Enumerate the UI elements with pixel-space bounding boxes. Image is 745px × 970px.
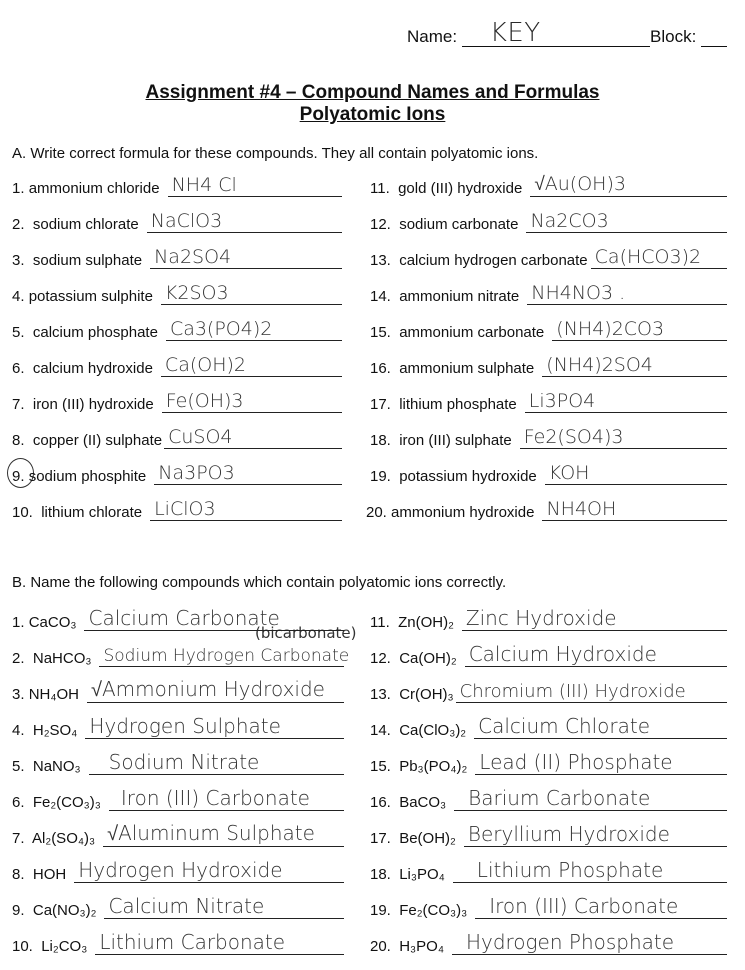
section-b-item	[12, 786, 344, 811]
item-text: NaNO₃	[32, 758, 81, 775]
handwritten-answer: Hydrogen Hydroxide	[78, 858, 283, 882]
item-text: Al₂(SO₄)₃	[32, 830, 96, 847]
item-text: 20.	[370, 938, 391, 955]
item-label	[12, 614, 76, 631]
answer-field[interactable]	[150, 500, 342, 521]
section-a-item	[370, 464, 727, 485]
handwritten-answer: Iron (III) Carbonate	[489, 894, 679, 918]
section-a-item	[370, 212, 727, 233]
handwritten-answer: Li3PO4	[528, 390, 596, 412]
handwritten-answer: Ca3(PO4)2	[169, 318, 273, 340]
item-text: 9.	[12, 468, 25, 485]
item-label	[370, 866, 445, 883]
item-text: sodium chlorate	[32, 216, 139, 233]
item-label	[12, 216, 139, 233]
section-b-item	[12, 606, 344, 631]
item-text: ammonium carbonate	[399, 324, 545, 341]
item-text: CaCO₃	[28, 614, 77, 631]
answer-field[interactable]	[103, 821, 344, 847]
section-a-item	[370, 248, 727, 269]
item-label	[12, 686, 79, 703]
item-label	[370, 830, 456, 847]
item-text: H₂SO₄	[32, 722, 78, 739]
item-text: copper (II) sulphate	[32, 432, 163, 449]
item-text: Ca(OH)₂	[399, 650, 457, 667]
section-b-item	[370, 858, 727, 883]
item-label	[370, 758, 467, 775]
item-text: Ca(ClO₃)₂	[399, 722, 467, 739]
item-text: ammonium chloride	[28, 180, 160, 197]
handwritten-answer: CuSO4	[168, 426, 233, 448]
item-text: 11.	[370, 614, 390, 631]
item-text: 16.	[370, 794, 391, 811]
item-label	[12, 866, 66, 883]
section-b-item	[12, 821, 344, 847]
handwritten-answer: NH4 Cl	[171, 174, 237, 196]
section-a-item	[12, 320, 342, 341]
item-text: sodium carbonate	[399, 216, 519, 233]
answer-field[interactable]	[95, 930, 344, 955]
item-label	[12, 830, 95, 847]
name-field[interactable]	[407, 18, 650, 48]
item-text: 4.	[12, 288, 25, 305]
handwritten-answer: KOH	[548, 462, 590, 484]
section-a-item	[12, 284, 342, 305]
answer-field[interactable]	[164, 428, 342, 449]
item-text: lithium phosphate	[399, 396, 517, 413]
section-b-item	[12, 677, 344, 703]
section-a-item	[370, 392, 727, 413]
item-label	[12, 432, 162, 449]
item-label	[12, 650, 91, 667]
item-text: Zn(OH)₂	[398, 614, 454, 631]
item-text: sodium sulphate	[32, 252, 143, 269]
item-text: 10.	[12, 504, 33, 521]
item-label	[12, 324, 158, 341]
item-text: 17.	[370, 830, 391, 847]
section-a-item	[370, 173, 727, 197]
item-text: calcium hydroxide	[32, 360, 153, 377]
item-text: 2.	[12, 650, 25, 667]
answer-field[interactable]	[542, 500, 727, 521]
block-field[interactable]	[650, 24, 727, 47]
item-text: 6.	[12, 794, 25, 811]
section-a-item	[12, 428, 342, 449]
answer-field[interactable]	[520, 428, 727, 449]
section-b-item	[12, 750, 344, 775]
item-label	[12, 758, 81, 775]
item-text: 3.	[12, 252, 25, 269]
item-text: 19.	[370, 468, 391, 485]
item-label	[370, 252, 588, 269]
item-text: potassium hydroxide	[399, 468, 537, 485]
handwritten-answer: LiClO3	[154, 498, 216, 520]
item-text: ammonium hydroxide	[391, 504, 535, 521]
item-text: BaCO₃	[399, 794, 447, 811]
section-a-item	[370, 320, 727, 341]
item-text: 14.	[370, 722, 391, 739]
item-text: potassium sulphite	[28, 288, 153, 305]
section-b-item	[370, 894, 727, 919]
handwritten-answer: Ca(HCO3)2	[594, 246, 702, 268]
section-b-item	[370, 682, 727, 703]
item-label	[366, 504, 534, 521]
section-b-instruction: B. Name the following compounds which contain polyatomic ions correctly.	[12, 574, 507, 591]
handwritten-answer: Sodium Hydrogen Carbonate	[103, 646, 350, 666]
item-label	[370, 180, 522, 197]
item-text: 15.	[370, 758, 391, 775]
section-a-item	[12, 392, 342, 413]
item-label	[370, 396, 517, 413]
answer-field[interactable]	[526, 212, 727, 233]
item-text: iron (III) sulphate	[399, 432, 512, 449]
block-input[interactable]	[701, 24, 727, 47]
item-text: 8.	[12, 432, 25, 449]
handwritten-answer: Fe(OH)3	[165, 390, 244, 412]
item-label	[12, 794, 101, 811]
item-text: ammonium nitrate	[399, 288, 520, 305]
handwritten-answer: Calcium Carbonate	[88, 606, 280, 630]
answer-field[interactable]	[474, 714, 727, 739]
handwritten-answer: K2SO3	[164, 282, 229, 304]
item-label	[370, 468, 537, 485]
item-label	[370, 288, 519, 305]
answer-field[interactable]	[104, 894, 344, 919]
answer-field[interactable]	[453, 858, 727, 883]
answer-field[interactable]	[84, 606, 344, 631]
section-b-item	[370, 714, 727, 739]
item-text: iron (III) hydroxide	[32, 396, 154, 413]
item-label	[370, 902, 467, 919]
section-b-item	[370, 642, 727, 667]
handwritten-answer: NaClO3	[150, 210, 223, 232]
answer-field[interactable]	[530, 173, 727, 197]
answer-field[interactable]	[454, 786, 727, 811]
answer-field[interactable]	[161, 284, 342, 305]
item-text: 7.	[12, 396, 25, 413]
handwritten-answer: √Au(OH)3	[534, 173, 626, 195]
item-label	[370, 686, 454, 703]
handwritten-answer: Lead (II) Phosphate	[479, 750, 673, 774]
item-text: 5.	[12, 324, 25, 341]
answer-field[interactable]	[74, 858, 344, 883]
item-text: Cr(OH)₃	[399, 686, 454, 703]
answer-field[interactable]	[162, 392, 342, 413]
answer-field[interactable]	[542, 356, 727, 377]
name-value: KEY	[489, 18, 541, 48]
item-text: 12.	[370, 216, 391, 233]
section-a-item	[12, 464, 342, 485]
handwritten-answer: Calcium Chlorate	[478, 714, 651, 738]
section-a-item	[12, 176, 342, 197]
item-text: ammonium sulphate	[399, 360, 535, 377]
section-a-instruction: A. Write correct formula for these compounds. They all contain polyatomic ions.	[12, 145, 539, 162]
handwritten-answer: (NH4)2SO4	[546, 354, 653, 376]
item-text: 15.	[370, 324, 391, 341]
page-subtitle: Polyatomic Ions	[299, 104, 446, 125]
item-text: calcium phosphate	[32, 324, 158, 341]
handwritten-answer: Lithium Phosphate	[476, 858, 664, 882]
handwritten-answer: NH4OH	[546, 498, 617, 520]
item-text: calcium hydrogen carbonate	[399, 252, 588, 269]
handwritten-answer: Chromium (III) Hydroxide	[459, 681, 686, 702]
item-text: 16.	[370, 360, 391, 377]
block-label: Block:	[650, 27, 697, 46]
answer-field[interactable]	[475, 750, 727, 775]
item-text: gold (III) hydroxide	[398, 180, 523, 197]
answer-field[interactable]	[591, 248, 727, 269]
item-label	[12, 902, 96, 919]
item-label	[12, 504, 142, 521]
item-text: 1.	[12, 614, 25, 631]
answer-field[interactable]	[456, 682, 727, 703]
item-label	[12, 252, 142, 269]
answer-field[interactable]	[87, 677, 344, 703]
handwritten-answer: Beryllium Hydroxide	[467, 822, 670, 846]
item-label	[370, 324, 544, 341]
item-text: 19.	[370, 902, 391, 919]
answer-field[interactable]	[161, 356, 342, 377]
item-text: 4.	[12, 722, 25, 739]
section-a-item	[370, 428, 727, 449]
section-a-item	[12, 248, 342, 269]
answer-field[interactable]	[462, 606, 727, 631]
answer-field[interactable]	[99, 646, 350, 667]
section-b-item	[370, 750, 727, 775]
item-label	[12, 722, 77, 739]
section-b-item	[12, 858, 344, 883]
handwritten-answer: Fe2(SO4)3	[523, 426, 624, 448]
item-text: Fe₂(CO₃)₃	[399, 902, 468, 919]
answer-field[interactable]	[464, 822, 727, 847]
answer-field[interactable]	[545, 464, 727, 485]
item-text: 9.	[12, 902, 25, 919]
name-label: Name:	[407, 27, 458, 46]
handwritten-answer: Hydrogen Phosphate	[465, 930, 675, 954]
item-text: 11.	[370, 180, 390, 197]
item-text: NaHCO₃	[32, 650, 92, 667]
item-label	[12, 288, 153, 305]
section-b-item	[370, 822, 727, 847]
section-b-item	[12, 930, 344, 955]
item-text: Pb₃(PO₄)₂	[399, 758, 468, 775]
section-a-item	[370, 284, 727, 305]
item-text: Ca(NO₃)₂	[32, 902, 97, 919]
item-text: 8.	[12, 866, 25, 883]
answer-field[interactable]	[475, 894, 727, 919]
item-label	[12, 938, 87, 955]
section-b-item	[370, 930, 727, 955]
margin-note: (bicarbonate)	[255, 624, 357, 642]
handwritten-answer: Hydrogen Sulphate	[89, 714, 281, 738]
item-text: 6.	[12, 360, 25, 377]
item-label	[370, 794, 446, 811]
handwritten-answer: Sodium Nitrate	[108, 750, 260, 774]
section-a-item	[12, 212, 342, 233]
item-text: Li₂CO₃	[41, 938, 88, 955]
item-text: 18.	[370, 432, 391, 449]
handwritten-answer: (NH4)2CO3	[556, 318, 665, 340]
answer-field[interactable]	[154, 464, 342, 485]
item-label	[370, 650, 457, 667]
item-text: lithium chlorate	[41, 504, 143, 521]
handwritten-answer: Na2SO4	[154, 246, 232, 268]
handwritten-answer: Barium Carbonate	[468, 786, 651, 810]
item-label	[12, 180, 160, 197]
handwritten-answer: NH4NO3 .	[531, 282, 626, 304]
answer-field[interactable]	[452, 930, 727, 955]
answer-field[interactable]	[147, 212, 342, 233]
item-label	[370, 722, 466, 739]
item-text: Be(OH)₂	[399, 830, 456, 847]
answer-field[interactable]	[89, 750, 344, 775]
item-label	[370, 216, 518, 233]
handwritten-answer: Calcium Nitrate	[108, 894, 265, 918]
handwritten-answer: Lithium Carbonate	[99, 930, 286, 954]
answer-field[interactable]	[109, 786, 344, 811]
answer-field[interactable]	[150, 248, 342, 269]
answer-field[interactable]	[85, 714, 344, 739]
section-b-item	[12, 894, 344, 919]
item-text: 10.	[12, 938, 33, 955]
item-text: 13.	[370, 252, 391, 269]
section-b-item	[12, 714, 344, 739]
handwritten-answer: Na3PO3	[158, 462, 235, 484]
item-label	[370, 614, 454, 631]
item-text: 20.	[366, 504, 387, 521]
answer-field[interactable]	[168, 176, 342, 197]
item-text: 1.	[12, 180, 25, 197]
handwritten-answer: Zinc Hydroxide	[465, 606, 617, 630]
answer-field[interactable]	[552, 320, 727, 341]
section-b-item	[370, 606, 727, 631]
section-b-item	[370, 786, 727, 811]
item-label	[12, 360, 153, 377]
item-label	[370, 360, 534, 377]
item-text: H₃PO₄	[399, 938, 444, 955]
item-text: sodium phosphite	[28, 468, 147, 485]
handwritten-answer: Ca(OH)2	[164, 354, 246, 376]
handwritten-answer: √Aluminum Sulphate	[107, 821, 315, 845]
item-text: 5.	[12, 758, 25, 775]
answer-field[interactable]	[465, 642, 727, 667]
handwritten-answer: Calcium Hydroxide	[468, 642, 657, 666]
item-text: 17.	[370, 396, 391, 413]
item-label	[370, 432, 512, 449]
item-text: 2.	[12, 216, 25, 233]
answer-field[interactable]	[166, 320, 342, 341]
item-text: Fe₂(CO₃)₃	[32, 794, 101, 811]
item-label	[12, 468, 146, 485]
handwritten-answer: √Ammonium Hydroxide	[90, 677, 325, 701]
page-title: Assignment #4 – Compound Names and Formulas	[145, 82, 600, 103]
item-text: 14.	[370, 288, 391, 305]
handwritten-answer: Na2CO3	[530, 210, 609, 232]
handwritten-answer: Iron (III) Carbonate	[120, 786, 310, 810]
answer-field[interactable]	[527, 284, 727, 305]
item-text: HOH	[32, 866, 67, 883]
item-text: NH₄OH	[28, 686, 79, 703]
item-text: 13.	[370, 686, 391, 703]
item-text: 7.	[12, 830, 25, 847]
item-text: 18.	[370, 866, 391, 883]
name-input[interactable]	[462, 18, 650, 48]
answer-field[interactable]	[525, 392, 727, 413]
section-a-item	[370, 356, 727, 377]
section-b-item	[12, 646, 350, 667]
item-text: 12.	[370, 650, 391, 667]
item-label	[12, 396, 154, 413]
item-text: 3.	[12, 686, 25, 703]
section-a-item	[12, 356, 342, 377]
item-text: Li₃PO₄	[399, 866, 445, 883]
item-label	[370, 938, 444, 955]
section-a-item	[12, 500, 342, 521]
section-a-item	[366, 500, 727, 521]
